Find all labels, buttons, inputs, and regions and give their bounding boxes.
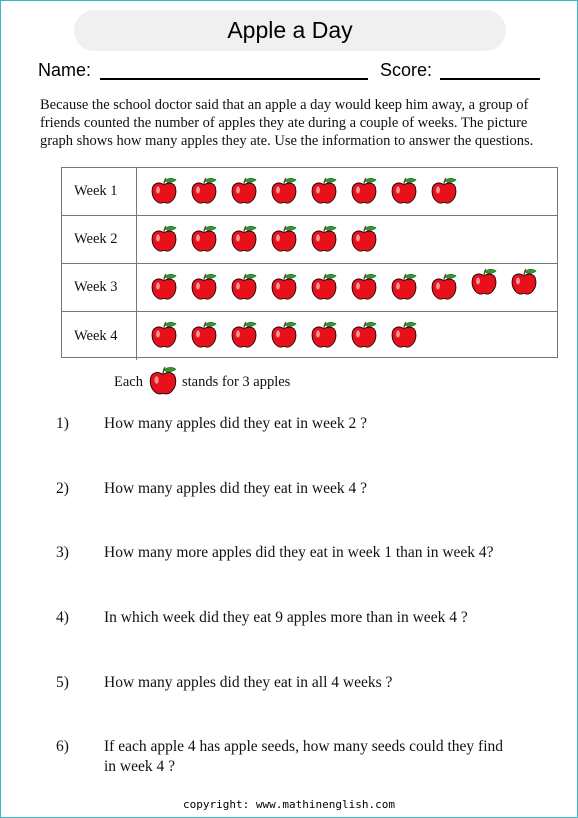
- question-number: 1): [56, 415, 69, 432]
- apple-icon: [309, 272, 339, 302]
- apple-icon: [349, 320, 379, 350]
- apple-icon: [429, 176, 459, 206]
- apple-cells: [137, 264, 557, 311]
- apple-cells: [137, 216, 557, 263]
- score-label: Score:: [380, 60, 433, 80]
- picture-graph: [61, 167, 558, 358]
- apple-icon: [149, 176, 179, 206]
- graph-key: [114, 364, 414, 400]
- score-answer-line[interactable]: [440, 78, 540, 80]
- apple-icon: [229, 224, 259, 254]
- apple-icon: [229, 176, 259, 206]
- apple-icon: [189, 272, 219, 302]
- name-answer-line[interactable]: [100, 78, 368, 80]
- apple-icon: [389, 320, 419, 350]
- title-text: Apple a Day: [227, 17, 353, 43]
- apple-icon: [189, 224, 219, 254]
- copyright-footer: copyright: www.mathinenglish.com: [183, 798, 395, 811]
- apple-cells: [137, 312, 557, 360]
- apple-cells: [137, 168, 557, 215]
- week-label: Week 3: [62, 264, 137, 311]
- question-text: How many apples did they eat in week 2 ?: [104, 415, 367, 432]
- apple-icon: [269, 320, 299, 350]
- apple-icon: [309, 176, 339, 206]
- question-number: 3): [56, 544, 69, 561]
- intro-paragraph: [40, 96, 552, 150]
- question-text: How many apples did they eat in week 4 ?: [104, 480, 367, 497]
- intro-line: friends counted the number of apples they ate during a couple of weeks. The picture: [40, 115, 528, 131]
- week-label: Week 4: [62, 312, 137, 360]
- apple-icon: [269, 176, 299, 206]
- apple-icon: [229, 320, 259, 350]
- apple-icon: [269, 272, 299, 302]
- apple-icon: [349, 224, 379, 254]
- apple-icon: [309, 320, 339, 350]
- apple-icon: [189, 320, 219, 350]
- apple-icon: [149, 320, 179, 350]
- week-label: Week 1: [62, 168, 137, 215]
- intro-line: graph shows how many apples they ate. Use the information to answer the questions.: [40, 133, 534, 149]
- apple-icon: [149, 272, 179, 302]
- apple-icon: [149, 224, 179, 254]
- apple-icon: [429, 272, 459, 302]
- question-text: In which week did they eat 9 apples more than in week 4 ?: [104, 609, 468, 626]
- question-number: 5): [56, 674, 69, 691]
- apple-icon: [349, 272, 379, 302]
- key-prefix: Each: [114, 374, 143, 390]
- question-text: How many more apples did they eat in week 1 than in week 4?: [104, 544, 494, 561]
- apple-icon: [389, 272, 419, 302]
- apple-icon: [147, 364, 179, 398]
- apple-icon: [349, 176, 379, 206]
- apple-icon: [309, 224, 339, 254]
- intro-line: Because the school doctor said that an apple a day would keep him away, a group of: [40, 97, 529, 113]
- question-number: 4): [56, 609, 69, 626]
- apple-icon: [469, 267, 499, 297]
- apple-icon: [509, 267, 539, 297]
- graph-row-week-4: [62, 312, 557, 360]
- week-label: Week 2: [62, 216, 137, 263]
- question-text: If each apple 4 has apple seeds, how many seeds could they find: [104, 738, 503, 755]
- apple-icon: [229, 272, 259, 302]
- apple-icon: [389, 176, 419, 206]
- apple-icon: [269, 224, 299, 254]
- key-suffix: stands for 3 apples: [182, 374, 291, 390]
- question-number: 2): [56, 480, 69, 497]
- graph-row-week-3: [62, 264, 557, 312]
- graph-row-week-2: [62, 216, 557, 264]
- worksheet-title: [74, 10, 506, 51]
- question-text: How many apples did they eat in all 4 weeks ?: [104, 674, 393, 691]
- question-number: 6): [56, 738, 69, 755]
- question-text: in week 4 ?: [104, 758, 176, 775]
- name-label: Name:: [38, 60, 92, 80]
- graph-row-week-1: [62, 168, 557, 216]
- apple-icon: [189, 176, 219, 206]
